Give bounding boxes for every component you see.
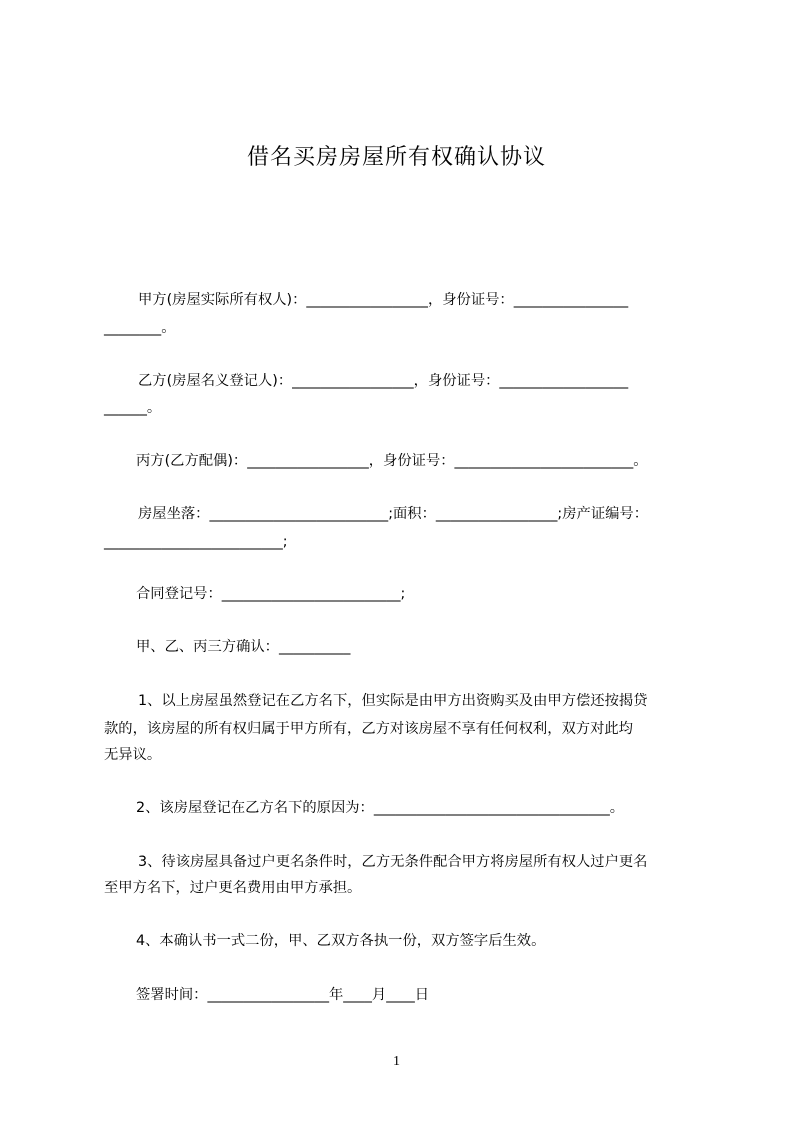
party-c-line: 丙方(乙方配偶)：_________________，身份证号：_________________________。 xyxy=(136,453,648,469)
property-line-cont: _________________________; xyxy=(104,534,288,550)
clause-3-line-2: 至甲方名下，过户更名费用由甲方承担。 xyxy=(104,880,362,896)
clause-1-line-1: 1、以上房屋虽然登记在乙方名下，但实际是由甲方出资购买及由甲方偿还按揭贷 xyxy=(138,693,648,709)
confirmation-line: 甲、乙、丙三方确认：__________ xyxy=(136,639,351,655)
clause-4-line: 4、本确认书一式二份，甲、乙双方各执一份，双方签字后生效。 xyxy=(136,933,546,949)
clause-1-line-3: 无异议。 xyxy=(104,747,162,763)
contract-registration-line: 合同登记号：_________________________; xyxy=(136,586,406,602)
document-title: 借名买房房屋所有权确认协议 xyxy=(246,145,546,170)
clause-1-line-2: 款的，该房屋的所有权归属于甲方所有，乙方对该房屋不享有任何权利，双方对此均 xyxy=(104,721,633,737)
page-number: 1 xyxy=(393,1054,400,1069)
clause-3-line-1: 3、待该房屋具备过户更名条件时，乙方无条件配合甲方将房屋所有权人过户更名 xyxy=(138,854,648,870)
party-b-line: 乙方(房屋名义登记人)：_________________，身份证号：__________________ xyxy=(138,373,629,389)
property-line: 房屋坐落：_________________________;面积：_________________;房产证编号： xyxy=(138,506,649,522)
party-a-line: 甲方(房屋实际所有权人)：_________________，身份证号：________________ xyxy=(138,292,629,308)
party-b-line-cont: ______。 xyxy=(104,400,162,416)
clause-2-line: 2、该房屋登记在乙方名下的原因为：_________________________________。 xyxy=(136,800,625,816)
signing-date-line: 签署时间：_________________年____月____日 xyxy=(136,987,430,1003)
party-a-line-cont: ________。 xyxy=(104,320,176,336)
